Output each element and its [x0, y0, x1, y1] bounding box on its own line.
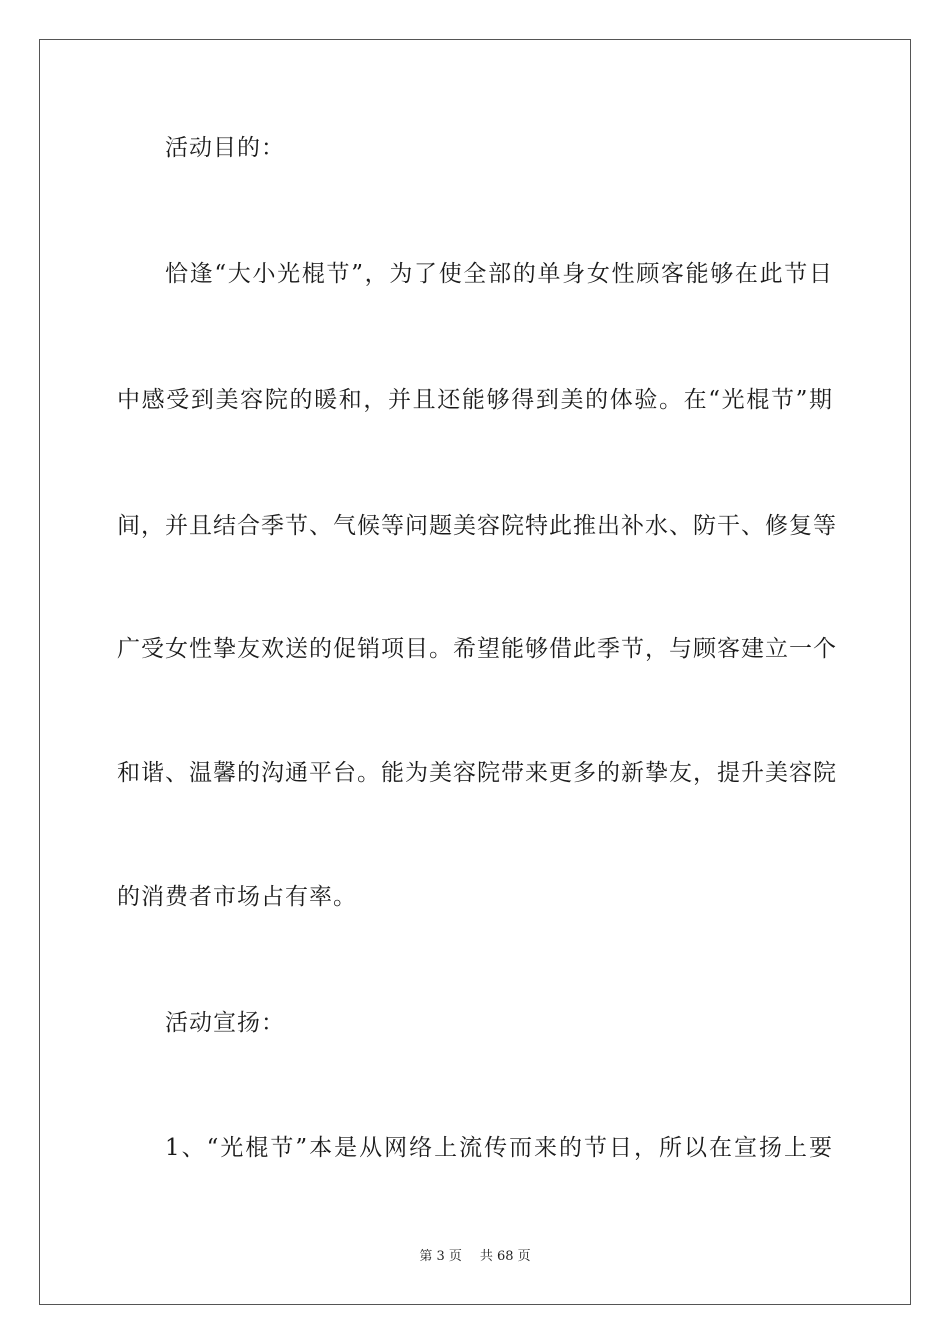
paragraph-line: 1、“光棍节”本是从网络上流传而来的节日，所以在宣扬上要 [165, 1135, 833, 1161]
heading-activity-purpose: 活动目的： [165, 135, 285, 161]
heading-activity-promotion: 活动宣扬： [165, 1010, 285, 1036]
paragraph-line: 恰逢“大小光棍节”，为了使全部的单身女性顾客能够在此节日 [165, 261, 833, 287]
paragraph-line: 间，并且结合季节、气候等问题美容院特此推出补水、防干、修复等 [117, 513, 837, 539]
page-number: 第 3 页 [419, 1249, 462, 1264]
paragraph-line: 和谐、温馨的沟通平台。能为美容院带来更多的新挚友，提升美容院 [117, 760, 837, 786]
page-footer [0, 1248, 950, 1266]
paragraph-line: 广受女性挚友欢送的促销项目。希望能够借此季节，与顾客建立一个 [117, 636, 837, 662]
paragraph-line: 的消费者市场占有率。 [117, 884, 357, 910]
total-pages: 共 68 页 [479, 1249, 531, 1264]
page-border [39, 39, 911, 1305]
paragraph-line: 中感受到美容院的暖和，并且还能够得到美的体验。在“光棍节”期 [117, 387, 833, 413]
